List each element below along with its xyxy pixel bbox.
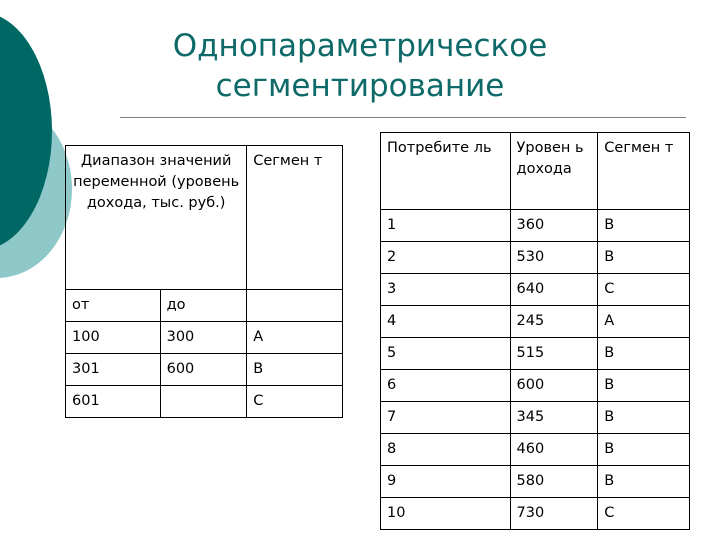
cell-to: [160, 386, 247, 418]
subheader-to: до: [160, 290, 247, 322]
subheader-blank: [247, 290, 343, 322]
income-range-table: [65, 145, 343, 418]
table-row: [381, 210, 690, 242]
table-row: [381, 338, 690, 370]
cell-segment: B: [598, 434, 690, 466]
table-row: [381, 370, 690, 402]
consumer-income-table: [380, 132, 690, 530]
header-income-range: Диапазон значений переменной (уровень дохода, тыс. руб.): [66, 146, 247, 290]
cell-from: 100: [66, 322, 161, 354]
slide-title: [110, 26, 610, 106]
cell-from: 601: [66, 386, 161, 418]
table-row: [66, 386, 343, 418]
cell-segment: C: [598, 498, 690, 530]
cell-income: 345: [510, 402, 598, 434]
cell-income: 360: [510, 210, 598, 242]
cell-to: 600: [160, 354, 247, 386]
cell-consumer: 4: [381, 306, 511, 338]
slide-title-line-2: сегментирование: [215, 68, 505, 104]
subheader-from: от: [66, 290, 161, 322]
title-divider: [120, 117, 686, 118]
cell-consumer: 5: [381, 338, 511, 370]
cell-segment: B: [598, 338, 690, 370]
table-row: [381, 274, 690, 306]
cell-consumer: 10: [381, 498, 511, 530]
cell-segment: B: [598, 370, 690, 402]
table-row: [381, 402, 690, 434]
table-row: [66, 322, 343, 354]
header-income-level: Уровен ь дохода: [510, 133, 598, 210]
cell-income: 245: [510, 306, 598, 338]
cell-segment: A: [598, 306, 690, 338]
cell-to: 300: [160, 322, 247, 354]
table-row: [66, 354, 343, 386]
cell-segment: B: [598, 210, 690, 242]
cell-segment: B: [598, 242, 690, 274]
cell-consumer: 9: [381, 466, 511, 498]
cell-income: 730: [510, 498, 598, 530]
cell-income: 600: [510, 370, 598, 402]
table-row: [381, 466, 690, 498]
header-segment: Сегмен т: [247, 146, 343, 290]
cell-income: 515: [510, 338, 598, 370]
table-row: [381, 242, 690, 274]
table-subheader-row: [66, 290, 343, 322]
cell-segment: B: [598, 466, 690, 498]
cell-consumer: 6: [381, 370, 511, 402]
table-row: [381, 306, 690, 338]
cell-income: 580: [510, 466, 598, 498]
table-row: [381, 498, 690, 530]
cell-income: 530: [510, 242, 598, 274]
table-header-row: [381, 133, 690, 210]
cell-segment: C: [247, 386, 343, 418]
cell-consumer: 2: [381, 242, 511, 274]
cell-consumer: 8: [381, 434, 511, 466]
cell-segment: C: [598, 274, 690, 306]
slide-title-line-1: Однопараметрическое: [172, 28, 548, 64]
cell-income: 460: [510, 434, 598, 466]
cell-consumer: 7: [381, 402, 511, 434]
table-header-row: [66, 146, 343, 290]
table-row: [381, 434, 690, 466]
cell-consumer: 1: [381, 210, 511, 242]
cell-consumer: 3: [381, 274, 511, 306]
cell-segment: B: [598, 402, 690, 434]
header-segment: Сегмен т: [598, 133, 690, 210]
cell-from: 301: [66, 354, 161, 386]
cell-segment: A: [247, 322, 343, 354]
cell-income: 640: [510, 274, 598, 306]
header-consumer: Потребите ль: [381, 133, 511, 210]
cell-segment: B: [247, 354, 343, 386]
